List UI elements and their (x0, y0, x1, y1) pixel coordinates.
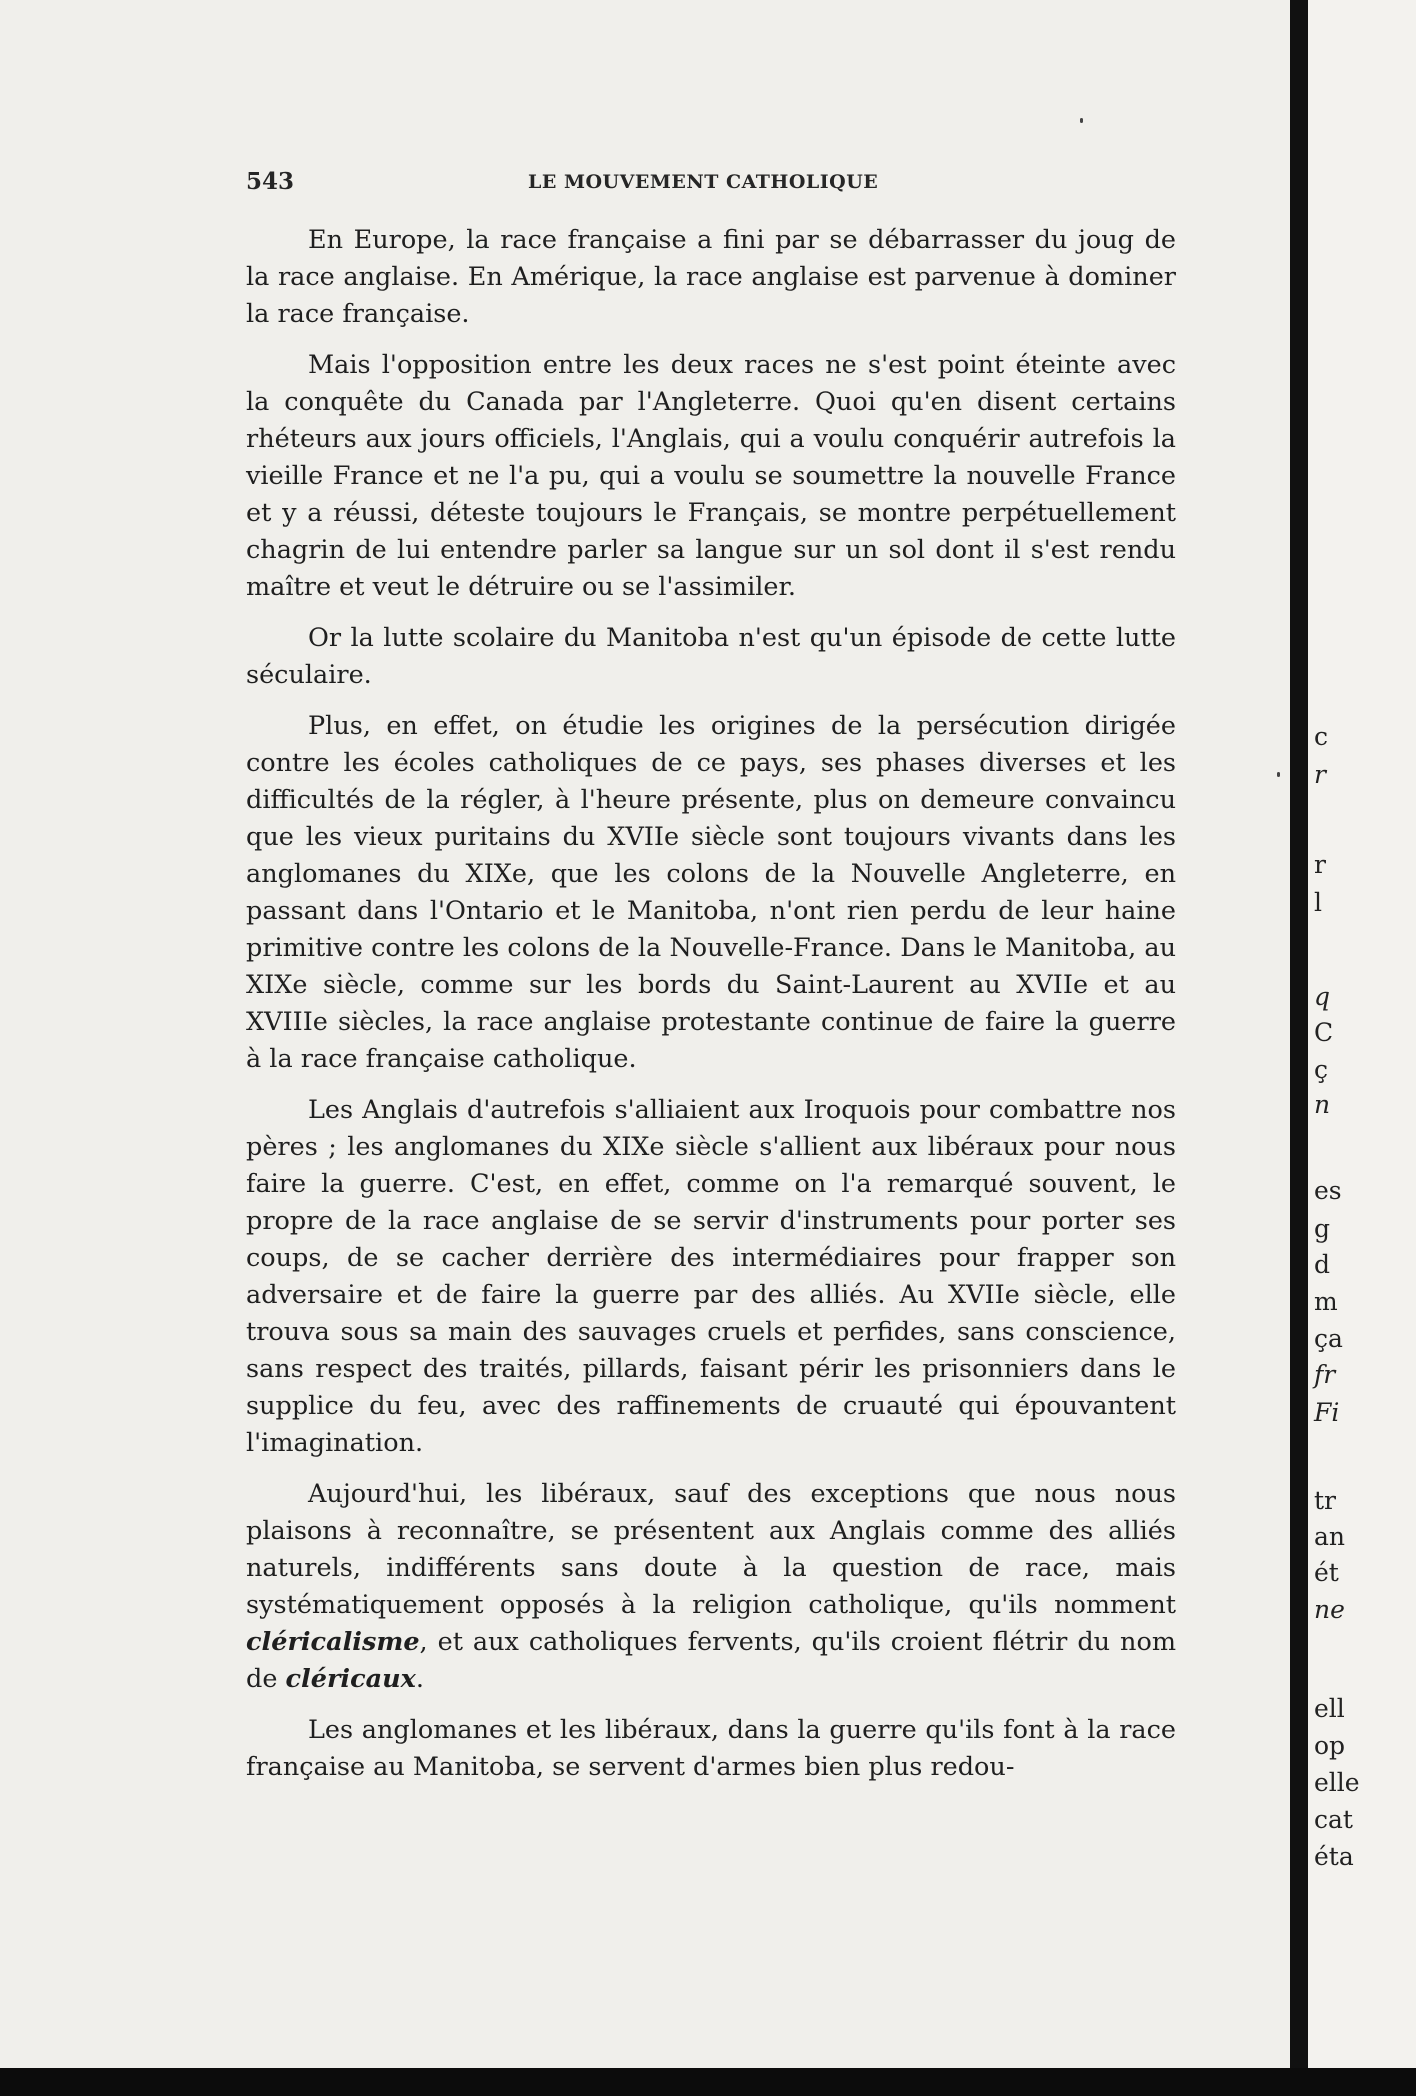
next-page-fragment: r (1314, 850, 1326, 879)
dust-speck (1277, 772, 1280, 777)
paragraph-6-part-b: , et aux catholiques fervents, qu'ils croient flétrir du nom de (246, 1627, 1176, 1694)
next-page-fragment: op (1314, 1731, 1346, 1760)
next-page-fragment: éta (1314, 1842, 1354, 1871)
next-page-fragment: ç (1314, 1055, 1329, 1084)
next-page-fragment: C (1314, 1018, 1334, 1047)
dust-speck (1080, 118, 1083, 123)
paragraph-4: Plus, en effet, on étudie les origines de la persécution dirigée contre les écoles catholiques de ce pays, ses phases diverses et les difficultés de la régler, à l'heure présente, plus on demeure convaincu que les vieux puritains du XVIIe siècle sont toujours vivants dans les anglomanes du XIXe, que les colons de la Nouvelle Angleterre, en passant dans l'Ontario et le Manitoba, n'ont rien perdu de leur haine primitive contre les colons de la Nouvelle-France. Dans le Manitoba, au XIXe siècle, comme sur les bords du Saint-Laurent au XVIIe et au XVIIIe siècles, la race anglaise protestante continue de faire la guerre à la race française catholique. (246, 711, 1176, 1074)
next-page-fragment: es (1314, 1176, 1342, 1205)
paragraph-6 (246, 1476, 1176, 1698)
next-page-fragment: l (1314, 888, 1322, 917)
next-page-fragment: d (1314, 1250, 1331, 1279)
emphasis-clericaux: cléricaux (285, 1664, 416, 1694)
page-gutter (1290, 0, 1308, 2096)
body-text (246, 222, 1176, 1800)
next-page-fragment: g (1314, 1214, 1331, 1243)
emphasis-clericalisme: cléricalisme (246, 1627, 420, 1657)
next-page-fragment: ell (1314, 1694, 1345, 1723)
scan-bottom-edge (0, 2068, 1416, 2096)
page-number: 543 (246, 168, 295, 195)
next-page-fragment: ne (1314, 1595, 1345, 1624)
next-page-fragment: an (1314, 1522, 1346, 1551)
running-title: LE MOUVEMENT CATHOLIQUE (528, 171, 879, 193)
next-page-fragment: n (1314, 1090, 1331, 1119)
next-page-edge (1308, 0, 1416, 2096)
next-page-fragment: elle (1314, 1768, 1360, 1797)
running-header (246, 168, 1176, 204)
paragraph-3: Or la lutte scolaire du Manitoba n'est qu'un épisode de cette lutte séculaire. (246, 623, 1176, 690)
next-page-fragment: ça (1314, 1324, 1343, 1353)
paragraph-6-part-c: . (415, 1664, 424, 1694)
next-page-fragment: tr (1314, 1486, 1336, 1515)
paragraph-7: Les anglomanes et les libéraux, dans la guerre qu'ils font à la race française au Manitoba, se servent d'armes bien plus redou- (246, 1715, 1176, 1782)
paragraph-1: En Europe, la race française a fini par se débarrasser du joug de la race anglaise. En Amérique, la race anglaise est parvenue à dominer la race française. (246, 225, 1176, 329)
paragraph-6-part-a: Aujourd'hui, les libéraux, sauf des exceptions que nous nous plaisons à reconnaître, se présentent aux Anglais comme des alliés naturels, indifférents sans doute à la question de race, mais systématiquement opposés à la religion catholique, qu'ils nomment (246, 1479, 1176, 1620)
paragraph-2: Mais l'opposition entre les deux races ne s'est point éteinte avec la conquête du Canada par l'Angleterre. Quoi qu'en disent certains rhéteurs aux jours officiels, l'Anglais, qui a voulu conquérir autrefois la vieille France et ne l'a pu, qui a voulu se soumettre la nouvelle France et y a réussi, déteste toujours le Français, se montre perpétuellement chagrin de lui entendre parler sa langue sur un sol dont il s'est rendu maître et veut le détruire ou se l'assimiler. (246, 350, 1176, 602)
next-page-fragment: cat (1314, 1805, 1353, 1834)
next-page-fragment: m (1314, 1287, 1338, 1316)
next-page-fragment: fr (1314, 1360, 1336, 1389)
paragraph-5: Les Anglais d'autrefois s'alliaient aux Iroquois pour combattre nos pères ; les anglomanes du XIXe siècle s'allient aux libéraux pour nous faire la guerre. C'est, en effet, comme on l'a remarqué souvent, le propre de la race anglaise de se servir d'instruments pour porter ses coups, de se cacher derrière des intermédiaires pour frapper son adversaire et de faire la guerre par des alliés. Au XVIIe siècle, elle trouva sous sa main des sauvages cruels et perfides, sans conscience, sans respect des traités, pillards, faisant périr les prisonniers dans le supplice du feu, avec des raffinements de cruauté qui épouvantent l'imagination. (246, 1095, 1176, 1458)
next-page-fragment: c (1314, 722, 1329, 751)
next-page-fragment: Fi (1314, 1398, 1340, 1427)
next-page-fragment: ét (1314, 1558, 1339, 1587)
next-page-fragment: q (1314, 982, 1331, 1011)
next-page-fragment: r (1314, 760, 1326, 789)
